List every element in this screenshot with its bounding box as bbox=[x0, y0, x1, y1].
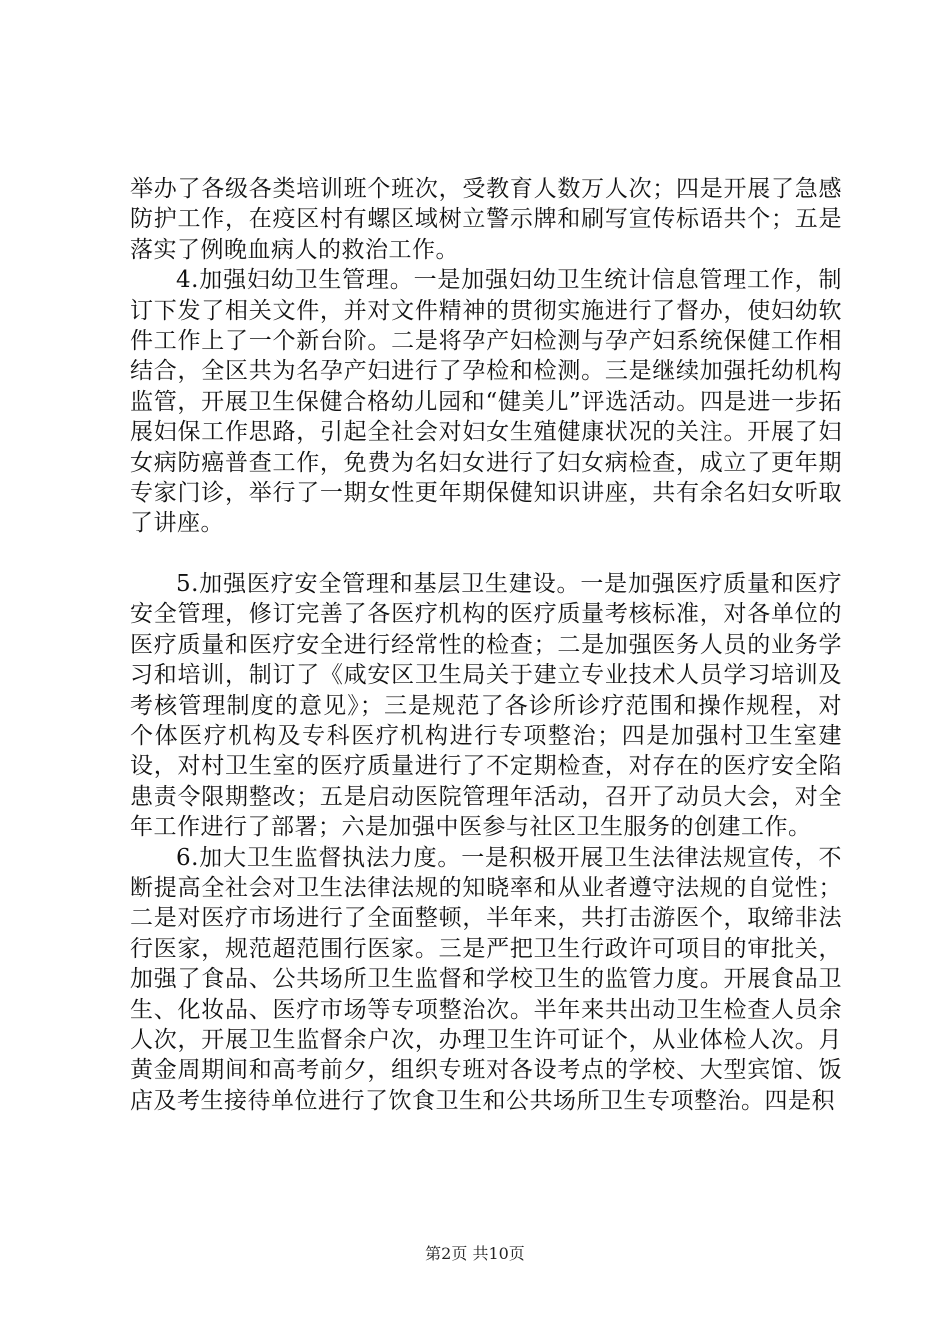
paragraph-maternal-child-health: 4.加强妇幼卫生管理。一是加强妇幼卫生统计信息管理工作，制订下发了相关文件，并对文件精神的贯彻实施进行了督办，使妇幼软件工作上了一个新台阶。二是将孕产妇检测与孕产妇系统保健工作相结合，全区共为名孕产妇进行了孕检和检测。三是继续加强托幼机构监管，开展卫生保健合格幼儿园和“健美儿”评选活动。四是进一步拓展妇保工作思路，引起全社会对妇女生殖健康状况的关注。开展了妇女病防癌普查工作，免费为名妇女进行了妇女病检查，成立了更年期专家门诊，举行了一期女性更年期保健知识讲座，共有余名妇女听取了讲座。 bbox=[130, 267, 842, 537]
page-footer bbox=[0, 1244, 950, 1264]
page-number: 第2页 共10页 bbox=[425, 1244, 525, 1263]
paragraph-continuation: 举办了各级各类培训班个班次，受教育人数万人次；四是开展了急感防护工作，在疫区村有螺区域树立警示牌和刷写宣传标语共个；五是落实了例晚血病人的救治工作。 bbox=[130, 176, 842, 263]
paragraph-spacer bbox=[130, 539, 842, 569]
paragraph-medical-safety: 5.加强医疗安全管理和基层卫生建设。一是加强医疗质量和医疗安全管理，修订完善了各医疗机构的医疗质量考核标准，对各单位的医疗质量和医疗安全进行经常性的检查；二是加强医务人员的业务学习和培训，制订了《咸安区卫生局关于建立专业技术人员学习培训及考核管理制度的意见》；三是规范了各诊所诊疗范围和操作规程，对个体医疗机构及专科医疗机构进行专项整治；四是加强村卫生室建设，对村卫生室的医疗质量进行了不定期检查，对存在的医疗安全陷患责令限期整改；五是启动医院管理年活动，召开了动员大会，对全年工作进行了部署；六是加强中医参与社区卫生服务的创建工作。 bbox=[130, 570, 842, 841]
paragraph-health-supervision: 6.加大卫生监督执法力度。一是积极开展卫生法律法规宣传，不断提高全社会对卫生法律法规的知晓率和从业者遵守法规的自觉性；二是对医疗市场进行了全面整顿，半年来，共打击游医个，取缔非法行医家，规范超范围行医家。三是严把卫生行政许可项目的审批关，加强了食品、公共场所卫生监督和学校卫生的监管力度。开展食品卫生、化妆品、医疗市场等专项整治次。半年来共出动卫生检查人员余人次，开展卫生监督余户次，办理卫生许可证个，从业体检人次。月黄金周期间和高考前夕，组织专班对各设考点的学校、大型宾馆、饭店及考生接待单位进行了饮食卫生和公共场所卫生专项整治。四是积 bbox=[130, 844, 842, 1114]
document-body bbox=[130, 174, 842, 1116]
